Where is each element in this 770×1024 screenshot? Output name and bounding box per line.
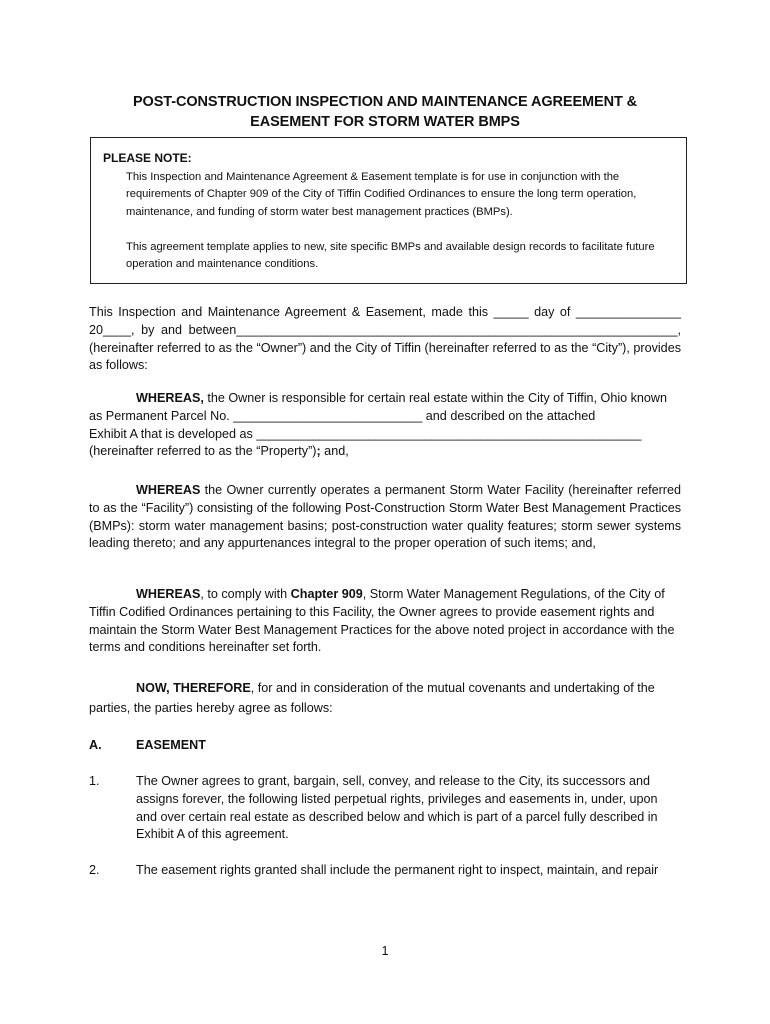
whereas-2-text: the Owner currently operates a permanent Storm Water Facility (hereinafter referred to as the “Facility”) consisting of the following Post-Construction Storm Water Best Management Practices (BMPs): storm water management basins; post-construction water quality features; storm sewer systems leading thereto; and any appurtenances integral to the proper operation of such items; and, xyxy=(89,483,681,551)
whereas-3-keyword: WHEREAS xyxy=(136,587,201,601)
whereas-1-line-4c: and, xyxy=(320,444,349,459)
note-paragraph-2: This agreement template applies to new, site specific BMPs and available design records to facilitate future operation and maintenance conditions. xyxy=(126,241,655,271)
section-letter: A. xyxy=(89,738,102,752)
note-heading: PLEASE NOTE: xyxy=(103,151,192,165)
whereas-1-keyword: WHEREAS, xyxy=(136,391,204,405)
intro-rest: (hereinafter referred to as the “Owner”) and the City of Tiffin (hereinafter referred to as the “City”), provides as follows: xyxy=(89,340,681,373)
whereas-1-line-2: as Permanent Parcel No. ___________________________ and described on the attached xyxy=(89,408,596,423)
page-number: 1 xyxy=(381,944,389,958)
whereas-1-line-4a: (hereinafter referred to as the “Property”) xyxy=(89,444,317,459)
section-title: EASEMENT xyxy=(136,738,206,752)
intro-line-2: 20____, by and between_______________________________________________________________, xyxy=(89,322,681,337)
item-number-1: 1. xyxy=(89,774,100,788)
whereas-1-line-1: the Owner is responsible for certain real estate within the City of Tiffin, Ohio known xyxy=(203,391,668,405)
intro-paragraph xyxy=(89,304,681,375)
whereas-paragraph-2 xyxy=(89,482,681,553)
item-text-1: The Owner agrees to grant, bargain, sell, convey, and release to the City, its successors and assigns forever, the following listed perpetual rights, privileges and easements in, under, upon and over certain real estate as described below and which is part of a parcel fully described in Exhibit A of this agreement. xyxy=(136,774,658,842)
whereas-3-text-b: , Storm Water Management Regulations, of the City of Tiffin Codified Ordinances pertaining to this Facility, the Owner agrees to provide easement rights and maintain the Storm Water Best Management Practices for the above noted project in accordance with the terms and conditions hereinafter set forth. xyxy=(89,587,675,655)
title-line-2: EASEMENT FOR STORM WATER BMPS xyxy=(250,114,520,130)
item-number-2: 2. xyxy=(89,863,100,877)
please-note-box xyxy=(90,137,687,284)
now-therefore-text: , for and in consideration of the mutual covenants and undertaking of the parties, the parties hereby agree as follows: xyxy=(89,681,655,715)
whereas-1-semicolon: ; xyxy=(316,444,321,459)
title-line-1: POST-CONSTRUCTION INSPECTION AND MAINTENANCE AGREEMENT & xyxy=(132,94,638,110)
whereas-paragraph-3 xyxy=(89,586,681,657)
intro-line-1: This Inspection and Maintenance Agreement & Easement, made this _____ day of _______________ xyxy=(89,305,681,319)
item-text-2: The easement rights granted shall include the permanent right to inspect, maintain, and repair xyxy=(136,863,659,877)
whereas-3-chapter: Chapter 909 xyxy=(290,587,363,601)
whereas-1-line-3: Exhibit A that is developed as _______________________________________________________ xyxy=(89,426,642,441)
whereas-2-keyword: WHEREAS xyxy=(136,483,201,497)
now-therefore-keyword: NOW, THEREFORE xyxy=(136,681,251,695)
whereas-3-text-a: , to comply with xyxy=(200,587,291,601)
whereas-paragraph-1 xyxy=(89,390,681,461)
note-paragraph-1: This Inspection and Maintenance Agreement & Easement template is for use in conjunction with the requirements of Chapter 909 of the City of Tiffin Codified Ordinances to ensure the long term operation, maintenance, and funding of storm water best management practices (BMPs). xyxy=(126,171,637,218)
now-therefore-paragraph xyxy=(89,678,681,718)
document-title xyxy=(60,92,710,132)
